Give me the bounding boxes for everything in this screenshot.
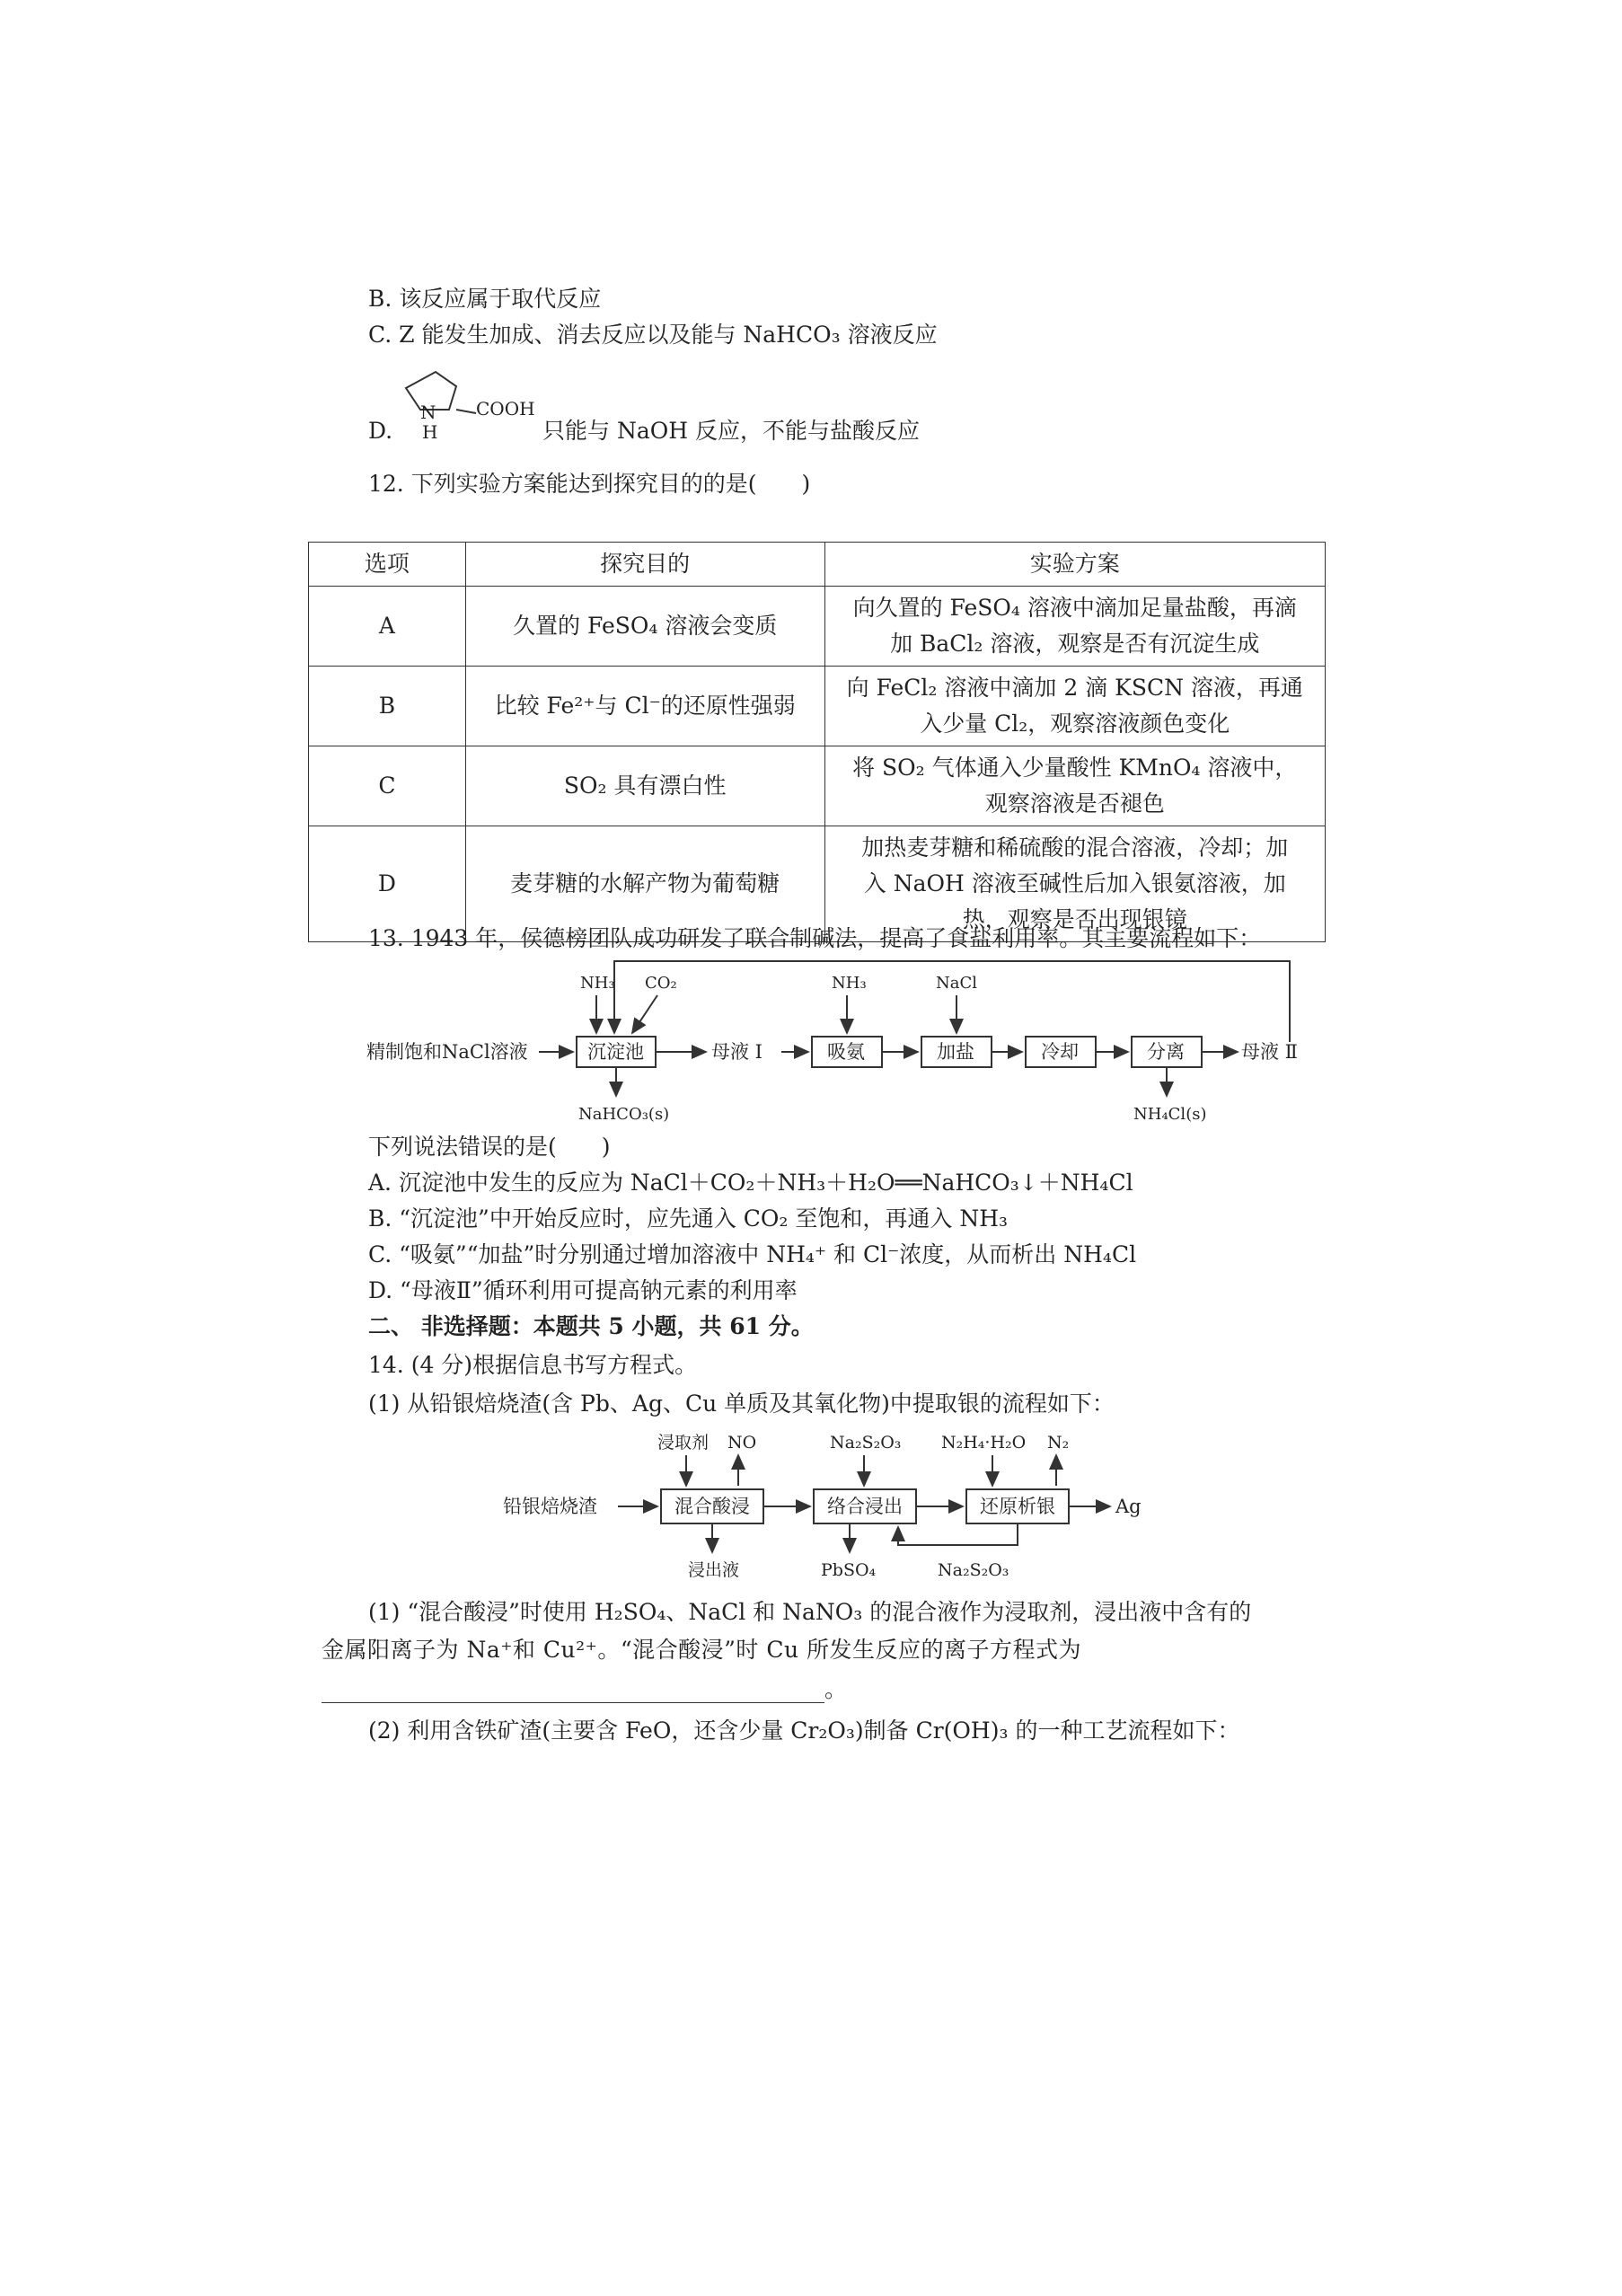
row-b-plan: 向 FeCl₂ 溶液中滴加 2 滴 KSCN 溶液，再通 入少量 Cl₂，观察溶液颜色变化 [824, 667, 1326, 746]
q13-flow-diagram [359, 952, 1338, 1132]
structure-cooh-label: COOH [476, 398, 535, 419]
reduce-silver-label: 还原析银 [980, 1496, 1055, 1517]
table-header-row [309, 543, 1326, 587]
answer-blank[interactable] [322, 1681, 824, 1703]
row-c-plan: 将 SO₂ 气体通入少量酸性 KMnO₄ 溶液中， 观察溶液是否褪色 [824, 746, 1326, 826]
q13-option-d: D. “母液Ⅱ”循环利用可提高钠元素的利用率 [368, 1277, 798, 1303]
carboxyl-bond [456, 410, 476, 413]
q13-option-c: C. “吸氨”“加盐”时分别通过增加溶液中 NH₄⁺ 和 Cl⁻浓度，从而析出 NH₄Cl [368, 1241, 1137, 1267]
q14-sub2: (2) 利用含铁矿渣(主要含 FeO，还含少量 Cr₂O₃)制备 Cr(OH)₃ 的一种工艺流程如下： [368, 1718, 1240, 1744]
feed-label: 精制饱和NaCl溶液 [366, 1041, 528, 1063]
na2s2o3-recycle-label: Na₂S₂O₃ [938, 1560, 1009, 1580]
q14-sub1-line1: (1) “混合酸浸”时使用 H₂SO₄、NaCl 和 NaNO₃ 的混合液作为浸取剂，浸出液中含有的 [368, 1599, 1252, 1625]
row-a-option: A [309, 587, 466, 667]
nacl-input: NaCl [936, 974, 978, 993]
cooling-label: 冷却 [1041, 1041, 1079, 1063]
add-salt-label: 加盐 [937, 1041, 974, 1063]
row-c-option: C [309, 746, 466, 826]
nh4cl-output: NH₄Cl(s) [1133, 1105, 1207, 1124]
roasting-slag-label: 铅银焙烧渣 [503, 1496, 597, 1517]
header-option: 选项 [309, 543, 466, 587]
mixed-acid-leach-label: 混合酸浸 [674, 1496, 750, 1517]
pbso4-output: PbSO₄ [821, 1560, 877, 1580]
q12-stem: 12. 下列实验方案能达到探究目的的是( ) [368, 471, 811, 497]
q14-part1-intro: (1) 从铅银焙烧渣(含 Pb、Ag、Cu 单质及其氧化物)中提取银的流程如下： [368, 1391, 1115, 1417]
q11-option-c: C. Z 能发生加成、消去反应以及能与 NaHCO₃ 溶液反应 [368, 322, 938, 348]
q14-stem: 14. (4 分)根据信息书写方程式。 [368, 1352, 698, 1378]
complex-leach-label: 络合浸出 [827, 1496, 903, 1517]
table-row [309, 667, 1326, 746]
q14-answer-blank-line[interactable] [322, 1676, 847, 1703]
q12-table [308, 542, 1326, 942]
row-d-option: D [309, 826, 466, 942]
table-row [309, 746, 1326, 826]
q14-flow-diagram [503, 1428, 1186, 1590]
na2s2o3-input: Na₂S₂O₃ [830, 1433, 902, 1453]
nh3-input-2: NH₃ [832, 974, 867, 993]
nahco3-output: NaHCO₃(s) [578, 1105, 670, 1124]
q13-stem: 13. 1943 年，侯德榜团队成功研发了联合制碱法，提高了食盐利用率。其主要流程如下： [368, 925, 1262, 951]
leachate-output: 浸出液 [688, 1560, 740, 1580]
leaching-agent-input: 浸取剂 [657, 1433, 710, 1453]
q13-ask: 下列说法错误的是( ) [368, 1134, 611, 1160]
row-d-plan: 加热麦芽糖和稀硫酸的混合溶液，冷却；加 入 NaOH 溶液至碱性后加入银氨溶液，加 热，观察是否出现银镜 [824, 826, 1326, 942]
structure-h-label: H [422, 421, 438, 443]
section-2-heading: 二、 非选择题：本题共 5 小题，共 61 分。 [368, 1313, 814, 1339]
n2-output: N₂ [1047, 1433, 1070, 1453]
separation-label: 分离 [1147, 1041, 1185, 1063]
q11-option-d-text: 只能与 NaOH 反应，不能与盐酸反应 [542, 418, 920, 444]
ammonia-absorb-label: 吸氨 [827, 1041, 865, 1063]
q11-option-d-label: D. [368, 418, 393, 444]
row-a-plan: 向久置的 FeSO₄ 溶液中滴加足量盐酸，再滴 加 BaCl₂ 溶液，观察是否有沉淀生成 [824, 587, 1326, 667]
table-row [309, 587, 1326, 667]
mother-liquor-1: 母液 Ⅰ [711, 1041, 763, 1063]
q11-structure-diagram [386, 359, 566, 443]
nh3-input-1: NH₃ [580, 974, 615, 993]
row-a-goal: 久置的 FeSO₄ 溶液会变质 [465, 587, 824, 667]
hydrazine-input: N₂H₄·H₂O [941, 1433, 1027, 1453]
q13-option-b: B. “沉淀池”中开始反应时，应先通入 CO₂ 至饱和，再通入 NH₃ [368, 1205, 1009, 1232]
q13-option-a: A. 沉淀池中发生的反应为 NaCl＋CO₂＋NH₃＋H₂O══NaHCO₃↓＋NH₄Cl [368, 1170, 1133, 1196]
silver-product: Ag [1115, 1496, 1142, 1517]
no-gas-output: NO [727, 1433, 757, 1453]
mother-liquor-2: 母液 Ⅱ [1241, 1041, 1298, 1063]
answer-end-mark: 。 [824, 1676, 848, 1702]
row-b-option: B [309, 667, 466, 746]
row-d-goal: 麦芽糖的水解产物为葡萄糖 [465, 826, 824, 942]
q11-option-b: B. 该反应属于取代反应 [368, 286, 602, 312]
structure-n-label: N [420, 402, 436, 423]
precipitation-tank-label: 沉淀池 [587, 1041, 644, 1063]
header-goal: 探究目的 [465, 543, 824, 587]
row-b-goal: 比较 Fe²⁺与 Cl⁻的还原性强弱 [465, 667, 824, 746]
header-plan: 实验方案 [824, 543, 1326, 587]
q14-sub1-line2: 金属阳离子为 Na⁺和 Cu²⁺。“混合酸浸”时 Cu 所发生反应的离子方程式为 [322, 1637, 1082, 1663]
row-c-goal: SO₂ 具有漂白性 [465, 746, 824, 826]
co2-input: CO₂ [645, 974, 677, 993]
na2s2o3-recycle-line [898, 1523, 1018, 1545]
